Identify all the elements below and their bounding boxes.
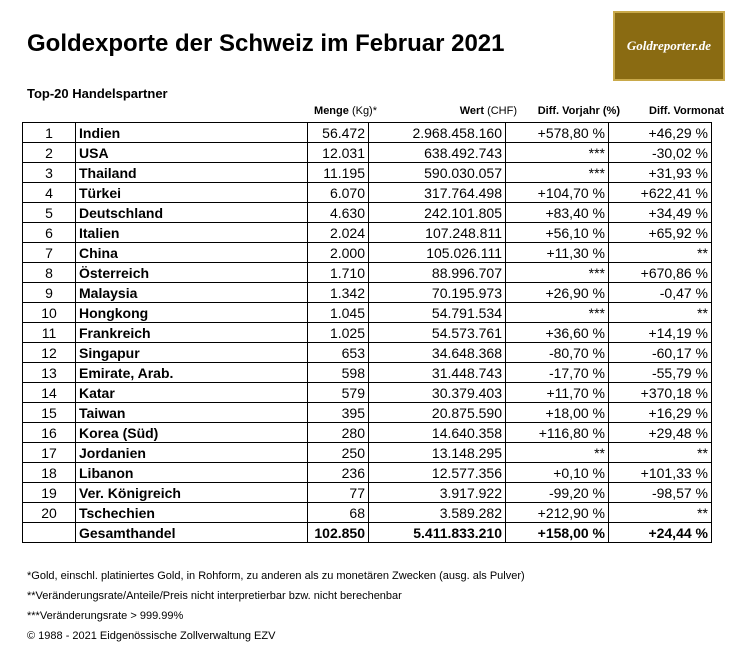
table-row (23, 403, 712, 423)
diff-vorjahr-cell: +11,70 % (506, 383, 609, 403)
country-cell: Emirate, Arab. (76, 363, 308, 383)
wert-cell: 54.791.534 (369, 303, 506, 323)
menge-cell: 598 (308, 363, 369, 383)
diff-vormonat-cell: +16,29 % (609, 403, 712, 423)
diff-vormonat-cell: ** (609, 243, 712, 263)
total-diff-vormonat-cell: +24,44 % (609, 523, 712, 543)
diff-vormonat-cell: +29,48 % (609, 423, 712, 443)
diff-vormonat-cell: +622,41 % (609, 183, 712, 203)
country-cell: Taiwan (76, 403, 308, 423)
wert-cell: 20.875.590 (369, 403, 506, 423)
diff-vormonat-cell: +65,92 % (609, 223, 712, 243)
rank-cell: 10 (23, 303, 76, 323)
diff-vormonat-cell: +14,19 % (609, 323, 712, 343)
total-rank-cell (23, 523, 76, 543)
diff-vormonat-cell: +670,86 % (609, 263, 712, 283)
total-diff-vorjahr-cell: +158,00 % (506, 523, 609, 543)
wert-cell: 105.026.111 (369, 243, 506, 263)
rank-cell: 2 (23, 143, 76, 163)
table-row (23, 223, 712, 243)
table-row (23, 323, 712, 343)
diff-vormonat-cell: +34,49 % (609, 203, 712, 223)
diff-vorjahr-cell: +104,70 % (506, 183, 609, 203)
wert-cell: 30.379.403 (369, 383, 506, 403)
diff-vormonat-cell: +46,29 % (609, 123, 712, 143)
wert-cell: 12.577.356 (369, 463, 506, 483)
menge-cell: 653 (308, 343, 369, 363)
country-cell: Malaysia (76, 283, 308, 303)
rank-cell: 13 (23, 363, 76, 383)
diff-vorjahr-cell: +36,60 % (506, 323, 609, 343)
rank-cell: 6 (23, 223, 76, 243)
table-row (23, 123, 712, 143)
diff-vorjahr-cell: +212,90 % (506, 503, 609, 523)
table-row (23, 463, 712, 483)
country-cell: USA (76, 143, 308, 163)
footnote-gold-definition: *Gold, einschl. platiniertes Gold, in Rohform, zu anderen als zu monetären Zwecken (ausg. als Pulver) (27, 570, 525, 582)
table-subtitle: Top-20 Handelspartner (27, 86, 168, 101)
menge-cell: 77 (308, 483, 369, 503)
rank-cell: 1 (23, 123, 76, 143)
diff-vorjahr-cell: -80,70 % (506, 343, 609, 363)
export-table-body (23, 123, 712, 543)
rank-cell: 11 (23, 323, 76, 343)
diff-vorjahr-cell: +18,00 % (506, 403, 609, 423)
country-cell: Ver. Königreich (76, 483, 308, 503)
rank-cell: 14 (23, 383, 76, 403)
wert-cell: 34.648.368 (369, 343, 506, 363)
wert-cell: 317.764.498 (369, 183, 506, 203)
menge-cell: 579 (308, 383, 369, 403)
total-wert-cell: 5.411.833.210 (369, 523, 506, 543)
rank-cell: 19 (23, 483, 76, 503)
country-cell: Italien (76, 223, 308, 243)
column-header-menge (314, 105, 377, 117)
wert-cell: 70.195.973 (369, 283, 506, 303)
column-header-diff-vorjahr: Diff. Vorjahr (%) (537, 105, 620, 117)
menge-cell: 68 (308, 503, 369, 523)
table-row (23, 263, 712, 283)
diff-vorjahr-cell: +56,10 % (506, 223, 609, 243)
total-row (23, 523, 712, 543)
rank-cell: 17 (23, 443, 76, 463)
table-row (23, 283, 712, 303)
column-header-menge-label: Menge (314, 105, 349, 117)
menge-cell: 4.630 (308, 203, 369, 223)
wert-cell: 88.996.707 (369, 263, 506, 283)
column-header-wert (460, 105, 517, 117)
diff-vormonat-cell: +31,93 % (609, 163, 712, 183)
menge-cell: 6.070 (308, 183, 369, 203)
page-title: Goldexporte der Schweiz im Februar 2021 (27, 30, 505, 57)
menge-cell: 250 (308, 443, 369, 463)
table-row (23, 503, 712, 523)
diff-vormonat-cell: -60,17 % (609, 343, 712, 363)
menge-cell: 56.472 (308, 123, 369, 143)
diff-vorjahr-cell: +0,10 % (506, 463, 609, 483)
diff-vormonat-cell: -55,79 % (609, 363, 712, 383)
goldreporter-logo[interactable] (613, 11, 725, 81)
country-cell: Katar (76, 383, 308, 403)
country-cell: Hongkong (76, 303, 308, 323)
country-cell: Österreich (76, 263, 308, 283)
diff-vorjahr-cell: -17,70 % (506, 363, 609, 383)
diff-vorjahr-cell: +11,30 % (506, 243, 609, 263)
wert-cell: 3.589.282 (369, 503, 506, 523)
rank-cell: 8 (23, 263, 76, 283)
rank-cell: 9 (23, 283, 76, 303)
total-menge-cell: 102.850 (308, 523, 369, 543)
diff-vormonat-cell: ** (609, 443, 712, 463)
diff-vormonat-cell: -30,02 % (609, 143, 712, 163)
diff-vormonat-cell: ** (609, 503, 712, 523)
diff-vormonat-cell: +370,18 % (609, 383, 712, 403)
country-cell: Tschechien (76, 503, 308, 523)
table-row (23, 183, 712, 203)
menge-cell: 1.342 (308, 283, 369, 303)
wert-cell: 107.248.811 (369, 223, 506, 243)
table-row (23, 303, 712, 323)
table-row (23, 343, 712, 363)
country-cell: China (76, 243, 308, 263)
wert-cell: 242.101.805 (369, 203, 506, 223)
menge-cell: 280 (308, 423, 369, 443)
country-cell: Singapur (76, 343, 308, 363)
diff-vormonat-cell: ** (609, 303, 712, 323)
wert-cell: 54.573.761 (369, 323, 506, 343)
table-row (23, 203, 712, 223)
diff-vormonat-cell: -0,47 % (609, 283, 712, 303)
country-cell: Jordanien (76, 443, 308, 463)
diff-vorjahr-cell: +578,80 % (506, 123, 609, 143)
table-row (23, 363, 712, 383)
diff-vorjahr-cell: *** (506, 303, 609, 323)
country-cell: Libanon (76, 463, 308, 483)
rank-cell: 4 (23, 183, 76, 203)
rank-cell: 15 (23, 403, 76, 423)
rank-cell: 7 (23, 243, 76, 263)
wert-cell: 2.968.458.160 (369, 123, 506, 143)
column-header-diff-vormonat: Diff. Vormonat (649, 105, 724, 117)
diff-vorjahr-cell: *** (506, 163, 609, 183)
rank-cell: 12 (23, 343, 76, 363)
diff-vorjahr-cell: ** (506, 443, 609, 463)
footnote-rate-overflow: ***Veränderungsrate > 999.99% (27, 610, 184, 622)
rank-cell: 3 (23, 163, 76, 183)
diff-vorjahr-cell: +116,80 % (506, 423, 609, 443)
column-header-wert-unit: (CHF) (487, 105, 517, 117)
export-table (22, 122, 712, 543)
country-cell: Indien (76, 123, 308, 143)
column-header-wert-label: Wert (459, 105, 484, 117)
wert-cell: 31.448.743 (369, 363, 506, 383)
diff-vorjahr-cell: -99,20 % (506, 483, 609, 503)
menge-cell: 236 (308, 463, 369, 483)
rank-cell: 18 (23, 463, 76, 483)
table-row (23, 243, 712, 263)
menge-cell: 2.000 (308, 243, 369, 263)
wert-cell: 14.640.358 (369, 423, 506, 443)
diff-vorjahr-cell: *** (506, 263, 609, 283)
diff-vorjahr-cell: *** (506, 143, 609, 163)
table-row (23, 423, 712, 443)
table-row (23, 163, 712, 183)
country-cell: Korea (Süd) (76, 423, 308, 443)
table-row (23, 383, 712, 403)
copyright-notice: © 1988 - 2021 Eidgenössische Zollverwaltung EZV (27, 630, 276, 642)
menge-cell: 1.710 (308, 263, 369, 283)
diff-vormonat-cell: +101,33 % (609, 463, 712, 483)
table-row (23, 143, 712, 163)
diff-vorjahr-cell: +26,90 % (506, 283, 609, 303)
total-label-cell: Gesamthandel (76, 523, 308, 543)
rank-cell: 16 (23, 423, 76, 443)
menge-cell: 12.031 (308, 143, 369, 163)
rank-cell: 5 (23, 203, 76, 223)
diff-vorjahr-cell: +83,40 % (506, 203, 609, 223)
table-row (23, 443, 712, 463)
column-header-menge-unit: (Kg)* (351, 105, 377, 117)
country-cell: Deutschland (76, 203, 308, 223)
wert-cell: 3.917.922 (369, 483, 506, 503)
country-cell: Frankreich (76, 323, 308, 343)
menge-cell: 395 (308, 403, 369, 423)
logo-text: Goldreporter.de (626, 38, 712, 53)
wert-cell: 590.030.057 (369, 163, 506, 183)
diff-vormonat-cell: -98,57 % (609, 483, 712, 503)
country-cell: Türkei (76, 183, 308, 203)
wert-cell: 13.148.295 (369, 443, 506, 463)
footnote-not-interpretable: **Veränderungsrate/Anteile/Preis nicht interpretierbar bzw. nicht berechenbar (27, 590, 402, 602)
menge-cell: 2.024 (308, 223, 369, 243)
wert-cell: 638.492.743 (369, 143, 506, 163)
menge-cell: 1.045 (308, 303, 369, 323)
rank-cell: 20 (23, 503, 76, 523)
country-cell: Thailand (76, 163, 308, 183)
menge-cell: 1.025 (308, 323, 369, 343)
menge-cell: 11.195 (308, 163, 369, 183)
table-row (23, 483, 712, 503)
